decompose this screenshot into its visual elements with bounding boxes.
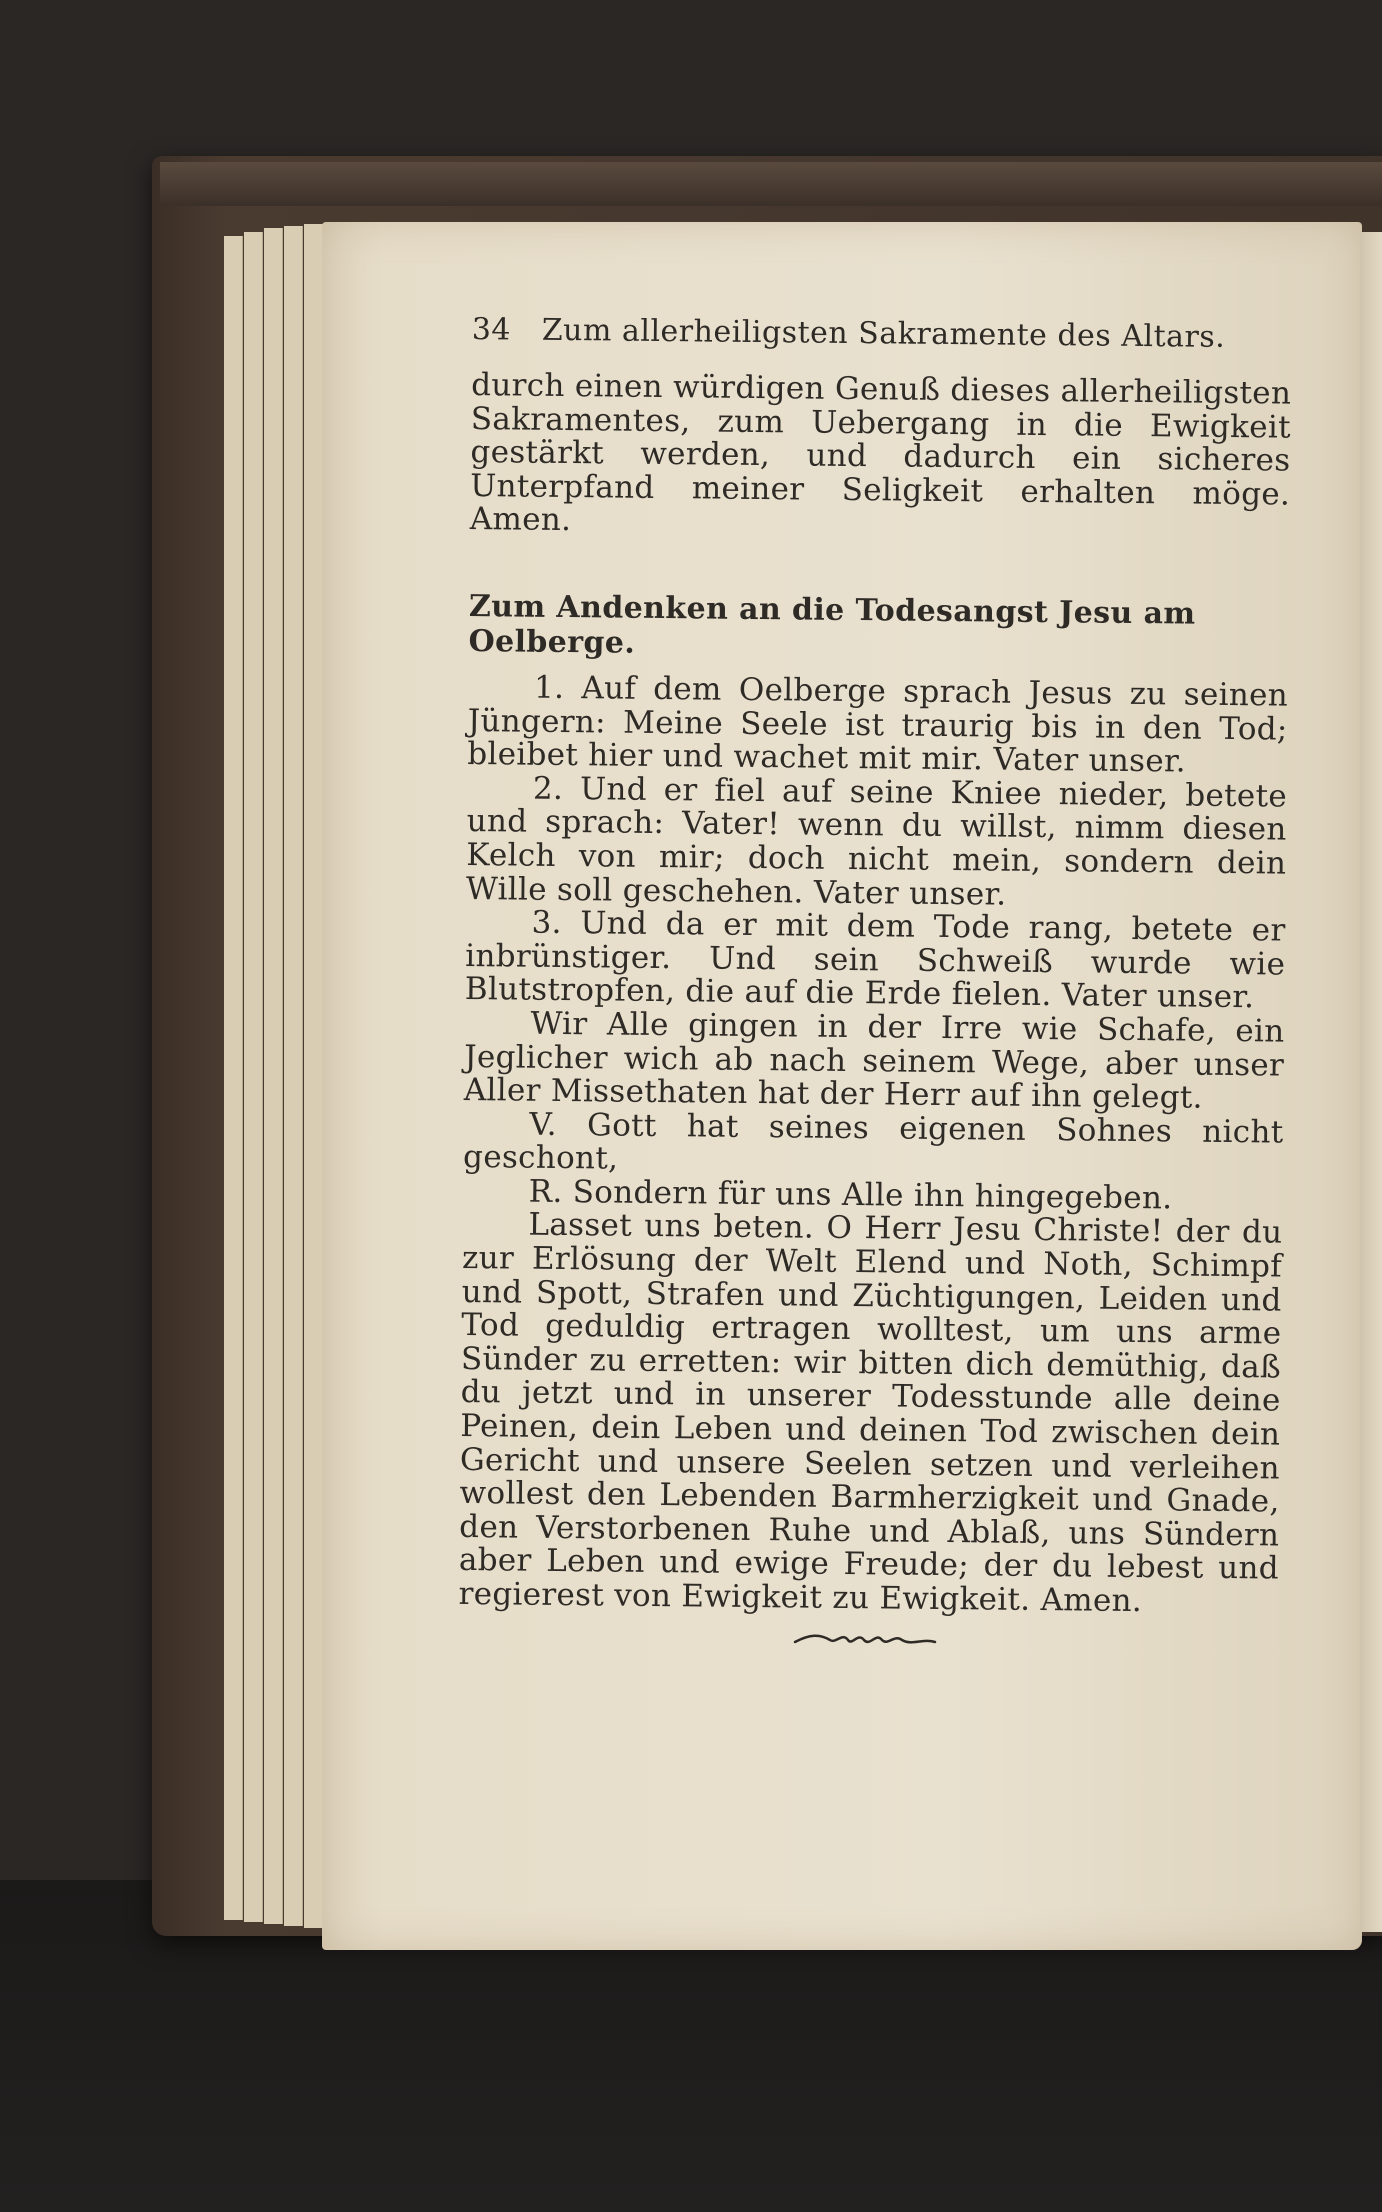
prayer-paragraph: 2. Und er fiel auf seine Kniee nieder, betete und sprach: Vater! wenn du willst, nimm diesen Kelch von mir; doch nicht mein, sondern dein Wille soll geschehen. Vater unser. [465, 770, 1288, 913]
prayer-paragraph: 3. Und da er mit dem Tode rang, betete er inbrünstiger. Und sein Schweiß wurde wie Blutstropfen, die auf die Erde fielen. Vater unser. [464, 904, 1286, 1016]
page-number: 34 [471, 312, 512, 348]
prayer-paragraph: Wir Alle gingen in der Irre wie Schafe, ein Jeglicher wich ab nach seinem Wege, aber unser Aller Missethaten hat der Herr auf ihn gelegt. [463, 1005, 1285, 1116]
closing-prayer: Lasset uns beten. O Herr Jesu Christe! der du zur Erlösung der Welt Elend und Noth, Schimpf und Spott, Strafen und Züchtigungen, Leiden und Tod geduldig ertragen wolltest, um uns arme Sünder zu erretten: wir bitten dich demüthig, daß du jetzt und in unserer Todesstunde alle deine Peinen, dein Leben und deinen Tod zwischen dein Gericht und unsere Seelen setzen und verleihen wollest den Lebenden Barmherzigkeit und Gnade, den Verstorbenen Ruhe und Ablaß, uns Sündern aber Leben und ewige Freude; der du lebest und regierest von Ewigkeit zu Ewigkeit. Amen. [458, 1207, 1283, 1620]
page-edge-stack [224, 236, 243, 1920]
page-edge-stack [284, 226, 303, 1926]
running-head: Zum allerheiligsten Sakramente des Altars. [541, 312, 1226, 355]
intro-paragraph: durch einen würdigen Genuß dieses allerheiligsten Sakramentes, zum Uebergang in die Ewigkeit gestärkt werden, und dadurch ein sicheres Unterpfand meiner Seligkeit erhalten möge. Amen. [469, 366, 1292, 539]
prayer-paragraph: 1. Auf dem Oelberge sprach Jesus zu seinen Jüngern: Meine Seele ist traurig bis in den Tod; bleibet hier und wachet mit mir. Vater unser. [467, 669, 1289, 780]
page-edge-stack [244, 232, 263, 1922]
facing-page-edge [1360, 232, 1382, 1932]
section-title: Zum Andenken an die Todesangst Jesu am Oelberge. [468, 588, 1196, 661]
decorative-flourish-icon [790, 1620, 940, 1660]
response: R. Sondern für uns Alle ihn hingegeben. [528, 1173, 1173, 1217]
book-cover-top-edge [160, 162, 1382, 206]
versicle: V. Gott hat seines eigenen Sohnes nicht geschont, [462, 1106, 1284, 1177]
page-edge-stack [264, 228, 283, 1924]
page-text [458, 312, 1292, 1620]
page-header [472, 312, 1292, 356]
